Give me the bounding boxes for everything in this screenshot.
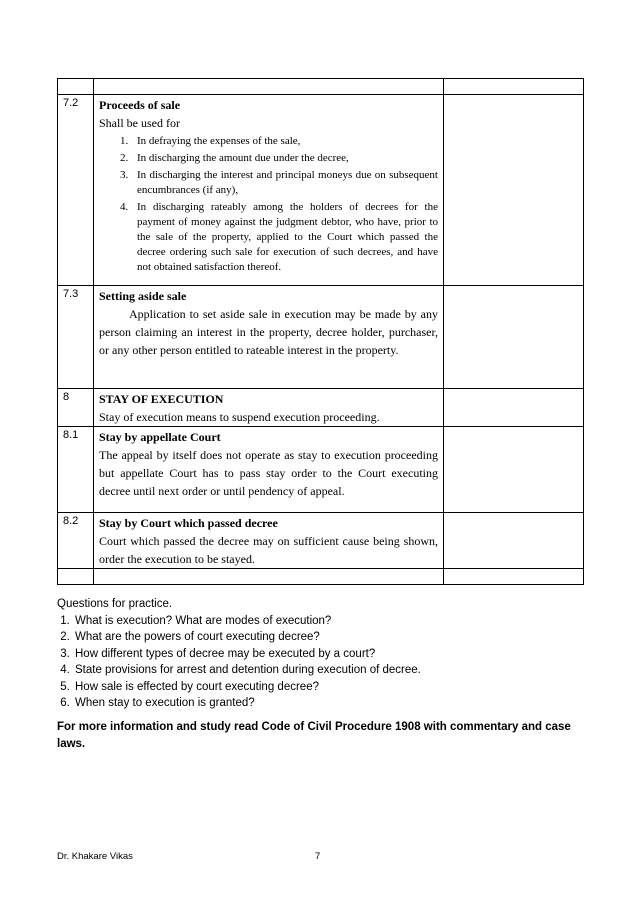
empty-cell bbox=[444, 389, 584, 427]
section-body: Application to set aside sale in execution may be made by any person claiming an interest in the property, decree holder, purchaser, or any other person entitled to rateable interest in the property. bbox=[99, 307, 438, 357]
page-number: 7 bbox=[315, 851, 321, 862]
empty-cell bbox=[444, 569, 584, 585]
table-row-proceeds-of-sale bbox=[58, 95, 584, 286]
table-row-stay-by-court bbox=[58, 513, 584, 569]
reference-note: For more information and study read Code of Civil Procedure 1908 with commentary and case laws. bbox=[57, 721, 571, 750]
empty-cell bbox=[94, 569, 444, 585]
content-table bbox=[57, 78, 584, 585]
empty-cell bbox=[94, 79, 444, 95]
question-item: 6. When stay to execution is granted? bbox=[73, 695, 583, 712]
empty-cell bbox=[444, 513, 584, 569]
section-content bbox=[94, 286, 444, 389]
table-row-stay-of-execution bbox=[58, 389, 584, 427]
footer-author: Dr. Khakare Vikas bbox=[57, 851, 133, 862]
list-item: 2. In discharging the amount due under the decree, bbox=[131, 151, 438, 166]
section-content bbox=[94, 513, 444, 569]
section-heading: Stay by Court which passed decree bbox=[99, 516, 278, 530]
table-row-stay-by-appellate-court bbox=[58, 427, 584, 513]
empty-cell bbox=[444, 79, 584, 95]
section-number: 8.1 bbox=[58, 427, 94, 513]
question-item: 2. What are the powers of court executing decree? bbox=[73, 629, 583, 646]
section-intro: Shall be used for bbox=[99, 116, 180, 130]
section-body: The appeal by itself does not operate as stay to execution proceeding but appellate Court has to pass stay order to the Court executing decree until next order or until pendency of appeal. bbox=[99, 448, 438, 498]
section-body: Court which passed the decree may on sufficient cause being shown, order the execution to be stayed. bbox=[99, 534, 438, 566]
practice-questions bbox=[57, 596, 583, 712]
list-item: 4. In discharging rateably among the holders of decrees for the payment of money against the judgment debtor, who have, prior to the sale of the property, applied to the Court which passed the decree ordering such sale for execution of such decrees, and have not obtained satisfaction thereof. bbox=[131, 200, 438, 275]
section-number: 7.3 bbox=[58, 286, 94, 389]
empty-cell bbox=[58, 569, 94, 585]
empty-cell bbox=[58, 79, 94, 95]
section-content bbox=[94, 95, 444, 286]
section-heading: Stay by appellate Court bbox=[99, 430, 221, 444]
empty-cell bbox=[444, 427, 584, 513]
list-item: 3. In discharging the interest and principal moneys due on subsequent encumbrances (if any), bbox=[131, 168, 438, 198]
table-row-setting-aside-sale bbox=[58, 286, 584, 389]
section-heading: Proceeds of sale bbox=[99, 98, 181, 112]
list-item: 1. In defraying the expenses of the sale, bbox=[131, 134, 438, 149]
section-number: 7.2 bbox=[58, 95, 94, 286]
section-number: 8.2 bbox=[58, 513, 94, 569]
section-heading: Setting aside sale bbox=[99, 289, 187, 303]
empty-cell bbox=[444, 95, 584, 286]
empty-cell bbox=[444, 286, 584, 389]
question-item: 3. How different types of decree may be executed by a court? bbox=[73, 646, 583, 663]
section-content bbox=[94, 427, 444, 513]
table-row-empty-bottom bbox=[58, 569, 584, 585]
section-content bbox=[94, 389, 444, 427]
question-item: 1. What is execution? What are modes of execution? bbox=[73, 613, 583, 630]
question-item: 4. State provisions for arrest and detention during execution of decree. bbox=[73, 662, 583, 679]
section-number: 8 bbox=[58, 389, 94, 427]
question-item: 5. How sale is effected by court executing decree? bbox=[73, 679, 583, 696]
questions-list bbox=[57, 613, 583, 712]
table-row-empty-top bbox=[58, 79, 584, 95]
section-heading: STAY OF EXECUTION bbox=[99, 392, 224, 406]
section-body: Stay of execution means to suspend execution proceeding. bbox=[99, 410, 380, 424]
proceeds-list bbox=[99, 134, 438, 275]
questions-title: Questions for practice. bbox=[57, 598, 173, 610]
